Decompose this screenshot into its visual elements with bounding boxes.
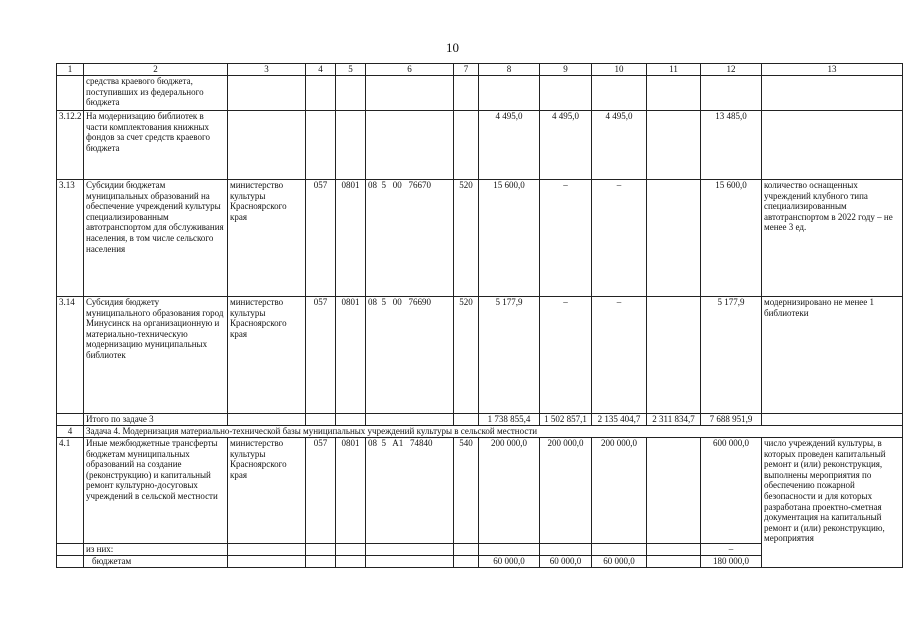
cell-value: 60 000,0 (592, 556, 647, 568)
cell-value: – (540, 180, 592, 297)
cell-value: 200 000,0 (540, 438, 592, 544)
cell-code: 08 5 00 76690 (366, 297, 454, 414)
cell-executor: министерство культуры Красноярского края (228, 438, 306, 544)
cell-code: 0801 (336, 438, 366, 544)
cell-code: 057 (306, 180, 336, 297)
cell-code: 08 5 A1 74840 (366, 438, 454, 544)
column-header: 10 (592, 64, 647, 76)
cell-value: – (540, 297, 592, 414)
cell-name: Иные межбюджетные трансферты бюджетам муниципальных образований на создание (реконструкцию) и капитальный ремонт культурно-досуговых учреждений в сельской местности (84, 438, 228, 544)
column-header: 8 (479, 64, 540, 76)
column-header: 13 (762, 64, 903, 76)
table-row-task (57, 426, 903, 438)
cell-value: 15 600,0 (479, 180, 540, 297)
table-row (57, 180, 903, 297)
cell-code: 0801 (336, 297, 366, 414)
cell-code: 540 (454, 438, 479, 544)
cell-value: 1 738 855,4 (479, 414, 540, 426)
cell-value: 200 000,0 (592, 438, 647, 544)
cell-num: 3.12.2 (57, 111, 84, 180)
cell-result: модернизировано не менее 1 библиотеки (762, 297, 903, 414)
column-header: 3 (228, 64, 306, 76)
column-header: 11 (647, 64, 701, 76)
column-header: 5 (336, 64, 366, 76)
cell-code: 057 (306, 438, 336, 544)
cell-value: 180 000,0 (701, 556, 762, 568)
table-row (57, 111, 903, 180)
column-header: 2 (84, 64, 228, 76)
table-row (57, 297, 903, 414)
cell-value: – (701, 544, 762, 556)
cell-value: 4 495,0 (479, 111, 540, 180)
page-number: 10 (446, 40, 459, 55)
table-row (57, 76, 903, 111)
cell-code: 520 (454, 297, 479, 414)
task-label: Задача 4. Модернизация материально-технической базы муниципальных учреждений культуры в сельской местности (84, 426, 903, 438)
cell-name: На модернизацию библиотек в части комплектования книжных фондов за счет средств краевого бюджета (84, 111, 228, 180)
table-row-total (57, 414, 903, 426)
cell-num: 4 (57, 426, 84, 438)
column-header: 4 (306, 64, 336, 76)
cell-value: 4 495,0 (592, 111, 647, 180)
cell-name: Субсидия бюджету муниципального образования город Минусинск на организационную и материально-техническую модернизацию муниципальных библиотек (84, 297, 228, 414)
cell-code: 0801 (336, 180, 366, 297)
cell-executor: министерство культуры Красноярского края (228, 180, 306, 297)
cell-value: 600 000,0 (701, 438, 762, 544)
cell-num (57, 76, 84, 111)
cell-code: 08 5 00 76670 (366, 180, 454, 297)
cell-executor: министерство культуры Красноярского края (228, 297, 306, 414)
cell-value: 5 177,9 (701, 297, 762, 414)
column-header: 1 (57, 64, 84, 76)
cell-value: 13 485,0 (701, 111, 762, 180)
cell-num: 4.1 (57, 438, 84, 544)
sub-label: из них: (84, 544, 228, 556)
cell-result: число учреждений культуры, в которых проведен капитальный ремонт и (или) реконструкция, выполнены мероприятия по обеспечению пожарной безопасности и для которых разработана проектно-сметная документация на капитальный ремонт и (или) реконструкцию, мероприятия (762, 438, 903, 568)
cell-value: 7 688 951,9 (701, 414, 762, 426)
budget-table (56, 63, 903, 568)
cell-value: 200 000,0 (479, 438, 540, 544)
column-header-row (57, 64, 903, 76)
cell-value: 4 495,0 (540, 111, 592, 180)
cell-code: 520 (454, 180, 479, 297)
cell-value: 60 000,0 (540, 556, 592, 568)
cell-value: – (592, 297, 647, 414)
column-header: 12 (701, 64, 762, 76)
cell-name: Субсидии бюджетам муниципальных образований на обеспечение учреждений культуры специализированным автотранспортом для обслуживания населения, в том числе сельского населения (84, 180, 228, 297)
cell-value: 15 600,0 (701, 180, 762, 297)
table-row (57, 438, 903, 544)
cell-name: средства краевого бюджета, поступивших из федерального бюджета (84, 76, 228, 111)
cell-result: количество оснащенных учреждений клубного типа специализированным автотранспортом в 2022 году – не менее 3 ед. (762, 180, 903, 297)
cell-code: 057 (306, 297, 336, 414)
column-header: 6 (366, 64, 454, 76)
cell-num: 3.14 (57, 297, 84, 414)
cell-value: 5 177,9 (479, 297, 540, 414)
cell-value: – (592, 180, 647, 297)
total-label: Итого по задаче 3 (84, 414, 228, 426)
cell-num: 3.13 (57, 180, 84, 297)
cell-value: 1 502 857,1 (540, 414, 592, 426)
column-header: 9 (540, 64, 592, 76)
cell-value: 2 311 834,7 (647, 414, 701, 426)
sub-label: бюджетам (84, 556, 228, 568)
column-header: 7 (454, 64, 479, 76)
cell-value: 2 135 404,7 (592, 414, 647, 426)
cell-value: 60 000,0 (479, 556, 540, 568)
